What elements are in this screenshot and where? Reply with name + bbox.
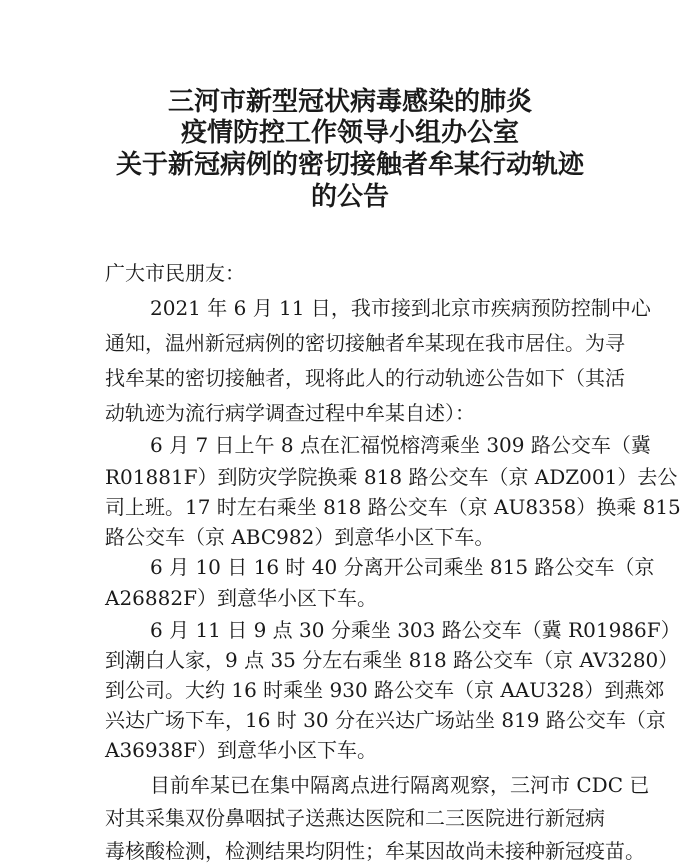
- body-line: A36938F）到意华小区下车。: [105, 738, 377, 762]
- body-line: 目前牟某已在集中隔离点进行隔离观察，三河市 CDC 已: [150, 773, 650, 797]
- title-line: 关于新冠病例的密切接触者牟某行动轨迹: [115, 150, 584, 180]
- body-line: 2021 年 6 月 11 日，我市接到北京市疾病预防控制中心: [150, 296, 651, 320]
- body-line: 到公司。大约 16 时乘坐 930 路公交车（京 AAU328）到燕郊: [105, 678, 665, 702]
- body-line: 动轨迹为流行病学调查过程中牟某自述）：: [105, 401, 475, 425]
- body-line: 6 月 11 日 9 点 30 分乘坐 303 路公交车（冀 R01986F）: [150, 618, 681, 642]
- body-line: A26882F）到意华小区下车。: [105, 586, 377, 610]
- title-line: 三河市新型冠状病毒感染的肺炎: [167, 87, 532, 117]
- body-line: R01881F）到防灾学院换乘 818 路公交车（京 ADZ001）去公: [105, 465, 678, 489]
- body-line: 司上班。17 时左右乘坐 818 路公交车（京 AU8358）换乘 815: [105, 495, 681, 519]
- salutation: 广大市民朋友：: [105, 261, 245, 285]
- title-line: 的公告: [310, 182, 389, 212]
- body-line: 通知，温州新冠病例的密切接触者牟某现在我市居住。为寻: [105, 331, 625, 355]
- title-line: 疫情防控工作领导小组办公室: [180, 118, 519, 148]
- body-line: 对其采集双份鼻咽拭子送燕达医院和二三医院进行新冠病: [105, 806, 605, 830]
- body-line: 找牟某的密切接触者，现将此人的行动轨迹公告如下（其活: [105, 366, 625, 390]
- body-line: 到潮白人家，9 点 35 分左右乘坐 818 路公交车（京 AV3280）: [105, 648, 679, 672]
- body-line: 毒核酸检测，检测结果均阴性；牟某因故尚未接种新冠疫苗。: [105, 839, 645, 863]
- body-line: 6 月 10 日 16 时 40 分离开公司乘坐 815 路公交车（京: [150, 555, 655, 579]
- body-line: 6 月 7 日上午 8 点在汇福悦榕湾乘坐 309 路公交车（冀: [150, 433, 651, 457]
- body-line: 路公交车（京 ABC982）到意华小区下车。: [105, 525, 495, 549]
- body-line: 兴达广场下车，16 时 30 分在兴达广场站坐 819 路公交车（京: [105, 708, 666, 732]
